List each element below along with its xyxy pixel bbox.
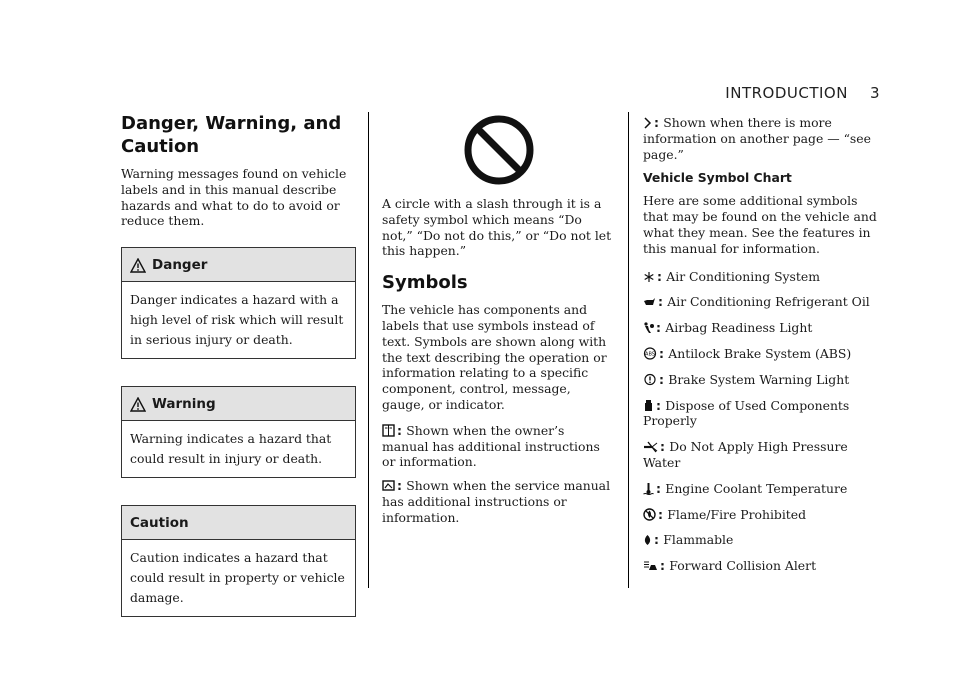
chart-item: : Brake System Warning Light <box>643 372 878 388</box>
chart-item: ABS : Antilock Brake System (ABS) <box>643 346 878 362</box>
owners-manual-icon <box>382 424 395 437</box>
symbol-chart-list <box>643 269 878 574</box>
column-divider <box>368 112 369 588</box>
svg-text:ABS: ABS <box>645 351 655 358</box>
oil-can-icon <box>643 294 658 309</box>
column-3 <box>643 115 878 584</box>
see-page-arrow-icon <box>643 117 652 129</box>
section-name: INTRODUCTION <box>725 84 848 102</box>
column-divider <box>628 112 629 588</box>
chart-item-label: Air Conditioning System <box>666 268 820 284</box>
chart-item-label: Antilock Brake System (ABS) <box>668 345 852 361</box>
chart-item-label: Flammable <box>663 532 734 548</box>
intro-paragraph: Warning messages found on vehicle labels and in this manual describe hazards and what to do to avoid or reduce them. <box>121 166 347 229</box>
danger-text: Danger indicates a hazard with a high level of risk which will result in serious injury or death. <box>130 292 344 348</box>
chart-item: : Dispose of Used Components Properly <box>643 397 850 429</box>
forward-collision-icon <box>643 558 660 573</box>
warning-triangle-icon <box>130 258 146 273</box>
chart-item: : Airbag Readiness Light <box>643 320 878 336</box>
danger-label: Danger <box>152 257 208 274</box>
brake-warning-icon <box>643 372 659 387</box>
chart-item-label: Brake System Warning Light <box>668 371 850 387</box>
symbols-title: Symbols <box>382 272 468 294</box>
see-page-line: : Shown when there is more information on another page — “see page.” <box>643 115 871 162</box>
service-manual-icon <box>382 479 395 492</box>
chart-item: : Do Not Apply High Pressure Water <box>643 439 848 470</box>
no-water-spray-icon <box>643 439 660 454</box>
chart-item: : Engine Coolant Temperature <box>643 481 878 497</box>
warning-box <box>121 386 356 478</box>
owner-manual-text: Shown when the owner’s manual has additional instructions or information. <box>382 422 600 470</box>
caution-label: Caution <box>130 515 189 532</box>
flame-icon <box>643 532 654 547</box>
column-1 <box>121 112 356 617</box>
no-flame-icon <box>643 507 658 522</box>
service-manual-line: : Shown when the service manual has additional instructions or information. <box>382 478 611 525</box>
circle-slash-paragraph: A circle with a slash through it is a safety symbol which means “Do not,” “Do not do this,” or “Do not let this happen.” <box>382 196 612 259</box>
chart-item-label: Airbag Readiness Light <box>665 320 813 336</box>
symbols-paragraph: The vehicle has components and labels that use symbols instead of text. Symbols are shown along with the text describing the operation or information relating to a specific component, control, message, gauge, or indicator. <box>382 302 607 412</box>
snowflake-icon <box>643 269 657 284</box>
caution-box <box>121 505 356 617</box>
chart-item: : Flame/Fire Prohibited <box>643 507 878 523</box>
coolant-temp-icon <box>643 481 656 496</box>
danger-box <box>121 247 356 359</box>
warning-label: Warning <box>152 396 216 413</box>
chart-item-label: Dispose of Used Components Properly <box>643 397 850 429</box>
column-2 <box>382 112 614 534</box>
page-header <box>720 84 880 102</box>
caution-text: Caution indicates a hazard that could result in property or vehicle damage. <box>130 550 345 606</box>
prohibited-circle-icon <box>463 114 535 186</box>
chart-item: : Flammable <box>643 532 878 548</box>
chart-item: : Air Conditioning System <box>643 269 878 285</box>
chart-item: : Air Conditioning Refrigerant Oil <box>643 294 878 310</box>
chart-item-label: Engine Coolant Temperature <box>665 480 848 496</box>
owner-manual-line: : Shown when the owner’s manual has additional instructions or information. <box>382 422 600 470</box>
service-manual-text: Shown when the service manual has additional instructions or information. <box>382 478 611 525</box>
chart-intro-paragraph: Here are some additional symbols that may be found on the vehicle and what they mean. See the features in this manual for information. <box>643 193 877 256</box>
warning-triangle-icon <box>130 397 146 412</box>
chart-item: : Forward Collision Alert <box>643 558 878 574</box>
abs-icon <box>643 346 659 361</box>
see-page-text: Shown when there is more information on another page — “see page.” <box>643 115 871 162</box>
vehicle-symbol-chart-title: Vehicle Symbol Chart <box>643 170 792 186</box>
chart-item-label: Forward Collision Alert <box>669 558 817 574</box>
dispose-icon <box>643 398 656 413</box>
chart-item-label: Do Not Apply High Pressure Water <box>643 439 848 470</box>
section-title: Danger, Warning, and Caution <box>121 113 342 157</box>
warning-text: Warning indicates a hazard that could result in injury or death. <box>130 431 332 467</box>
chart-item-label: Air Conditioning Refrigerant Oil <box>667 294 870 310</box>
chart-item-label: Flame/Fire Prohibited <box>667 506 807 522</box>
airbag-icon <box>643 320 656 335</box>
page-number: 3 <box>869 84 880 102</box>
